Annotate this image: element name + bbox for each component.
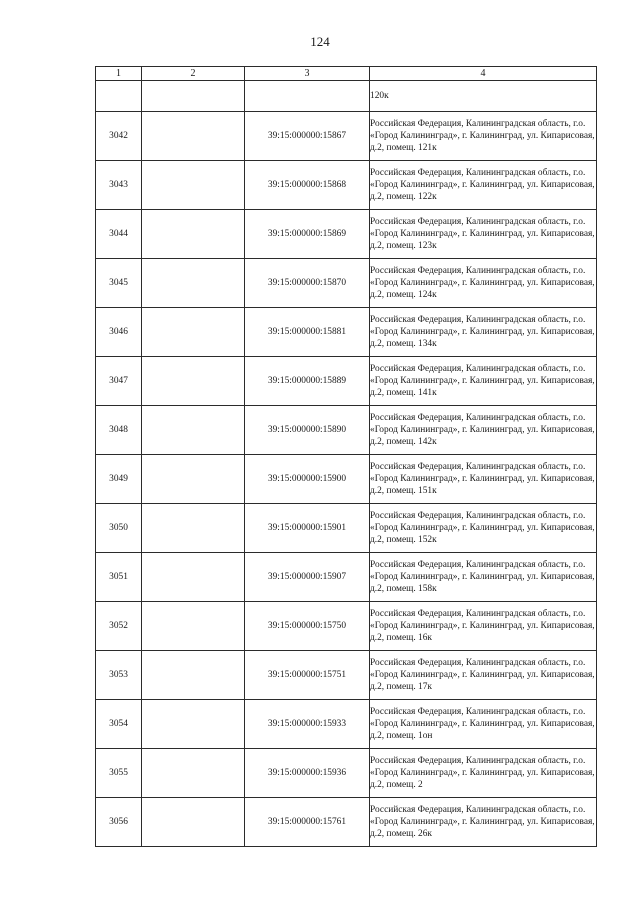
header-col-1: 1 — [96, 67, 142, 81]
cell-address: Российская Федерация, Калининградская область, г.о. «Город Калининград», г. Калининград, ул. Кипарисовая, д.2, помещ. 26к — [370, 798, 597, 847]
cell-address: Российская Федерация, Калининградская область, г.о. «Город Калининград», г. Калининград, ул. Кипарисовая, д.2, помещ. 122к — [370, 161, 597, 210]
cell-address: Российская Федерация, Калининградская область, г.о. «Город Калининград», г. Калининград, ул. Кипарисовая, д.2, помещ. 123к — [370, 210, 597, 259]
cell-num: 3050 — [96, 504, 142, 553]
table-row — [96, 259, 597, 308]
cell-address: Российская Федерация, Калининградская область, г.о. «Город Калининград», г. Калининград, ул. Кипарисовая, д.2, помещ. 124к — [370, 259, 597, 308]
table-row — [96, 553, 597, 602]
table-row — [96, 308, 597, 357]
cell-cadastral: 39:15:000000:15890 — [245, 406, 370, 455]
cell-cadastral: 39:15:000000:15933 — [245, 700, 370, 749]
cell-num: 3051 — [96, 553, 142, 602]
cell-cadastral: 39:15:000000:15889 — [245, 357, 370, 406]
table-row — [96, 602, 597, 651]
cell-cadastral: 39:15:000000:15907 — [245, 553, 370, 602]
cell-cadastral: 39:15:000000:15901 — [245, 504, 370, 553]
cell-num: 3047 — [96, 357, 142, 406]
cell-col2 — [142, 602, 245, 651]
cell-num: 3043 — [96, 161, 142, 210]
cell-address: Российская Федерация, Калининградская область, г.о. «Город Калининград», г. Калининград, ул. Кипарисовая, д.2, помещ. 17к — [370, 651, 597, 700]
header-col-3: 3 — [245, 67, 370, 81]
cell-cadastral — [245, 81, 370, 112]
cell-col2 — [142, 357, 245, 406]
cell-col2 — [142, 504, 245, 553]
cell-cadastral: 39:15:000000:15900 — [245, 455, 370, 504]
cell-address: Российская Федерация, Калининградская область, г.о. «Город Калининград», г. Калининград, ул. Кипарисовая, д.2, помещ. 158к — [370, 553, 597, 602]
cell-cadastral: 39:15:000000:15761 — [245, 798, 370, 847]
cell-col2 — [142, 259, 245, 308]
cell-num: 3042 — [96, 112, 142, 161]
table-row — [96, 406, 597, 455]
table-row — [96, 651, 597, 700]
continuation-row — [96, 81, 597, 112]
cell-col2 — [142, 749, 245, 798]
cell-cadastral: 39:15:000000:15750 — [245, 602, 370, 651]
cell-num: 3046 — [96, 308, 142, 357]
cell-num: 3056 — [96, 798, 142, 847]
cell-col2 — [142, 161, 245, 210]
cell-address: Российская Федерация, Калининградская область, г.о. «Город Калининград», г. Калининград, ул. Кипарисовая, д.2, помещ. 151к — [370, 455, 597, 504]
register-table — [95, 66, 597, 847]
cell-address: Российская Федерация, Калининградская область, г.о. «Город Калининград», г. Калининград, ул. Кипарисовая, д.2, помещ. 142к — [370, 406, 597, 455]
table-row — [96, 798, 597, 847]
table-row — [96, 161, 597, 210]
cell-num: 3052 — [96, 602, 142, 651]
cell-num: 3054 — [96, 700, 142, 749]
table-row — [96, 749, 597, 798]
table-row — [96, 210, 597, 259]
cell-num: 3055 — [96, 749, 142, 798]
cell-num: 3044 — [96, 210, 142, 259]
cell-cadastral: 39:15:000000:15869 — [245, 210, 370, 259]
cell-address: Российская Федерация, Калининградская область, г.о. «Город Калининград», г. Калининград, ул. Кипарисовая, д.2, помещ. 2 — [370, 749, 597, 798]
table-row — [96, 504, 597, 553]
cell-col2 — [142, 406, 245, 455]
cell-col2 — [142, 700, 245, 749]
table-row — [96, 455, 597, 504]
header-row — [96, 67, 597, 81]
cell-col2 — [142, 81, 245, 112]
cell-cadastral: 39:15:000000:15870 — [245, 259, 370, 308]
cell-col2 — [142, 798, 245, 847]
table-row — [96, 112, 597, 161]
cell-num: 3045 — [96, 259, 142, 308]
cell-col2 — [142, 455, 245, 504]
cell-num: 3053 — [96, 651, 142, 700]
cell-col2 — [142, 553, 245, 602]
cell-cadastral: 39:15:000000:15936 — [245, 749, 370, 798]
header-col-2: 2 — [142, 67, 245, 81]
cell-address: Российская Федерация, Калининградская область, г.о. «Город Калининград», г. Калининград, ул. Кипарисовая, д.2, помещ. 121к — [370, 112, 597, 161]
table-row — [96, 700, 597, 749]
cell-cadastral: 39:15:000000:15881 — [245, 308, 370, 357]
cell-col2 — [142, 210, 245, 259]
cell-address: Российская Федерация, Калининградская область, г.о. «Город Калининград», г. Калининград, ул. Кипарисовая, д.2, помещ. 16к — [370, 602, 597, 651]
cell-cadastral: 39:15:000000:15751 — [245, 651, 370, 700]
cell-col2 — [142, 651, 245, 700]
page-number: 124 — [310, 34, 330, 49]
cell-cadastral: 39:15:000000:15868 — [245, 161, 370, 210]
cell-cadastral: 39:15:000000:15867 — [245, 112, 370, 161]
cell-num: 3048 — [96, 406, 142, 455]
cell-address: 120к — [370, 81, 597, 112]
cell-col2 — [142, 308, 245, 357]
header-col-4: 4 — [370, 67, 597, 81]
cell-address: Российская Федерация, Калининградская область, г.о. «Город Калининград», г. Калининград, ул. Кипарисовая, д.2, помещ. 134к — [370, 308, 597, 357]
cell-address: Российская Федерация, Калининградская область, г.о. «Город Калининград», г. Калининград, ул. Кипарисовая, д.2, помещ. 141к — [370, 357, 597, 406]
cell-col2 — [142, 112, 245, 161]
cell-address: Российская Федерация, Калининградская область, г.о. «Город Калининград», г. Калининград, ул. Кипарисовая, д.2, помещ. 152к — [370, 504, 597, 553]
table-row — [96, 357, 597, 406]
cell-address: Российская Федерация, Калининградская область, г.о. «Город Калининград», г. Калининград, ул. Кипарисовая, д.2, помещ. 1он — [370, 700, 597, 749]
cell-num — [96, 81, 142, 112]
cell-num: 3049 — [96, 455, 142, 504]
